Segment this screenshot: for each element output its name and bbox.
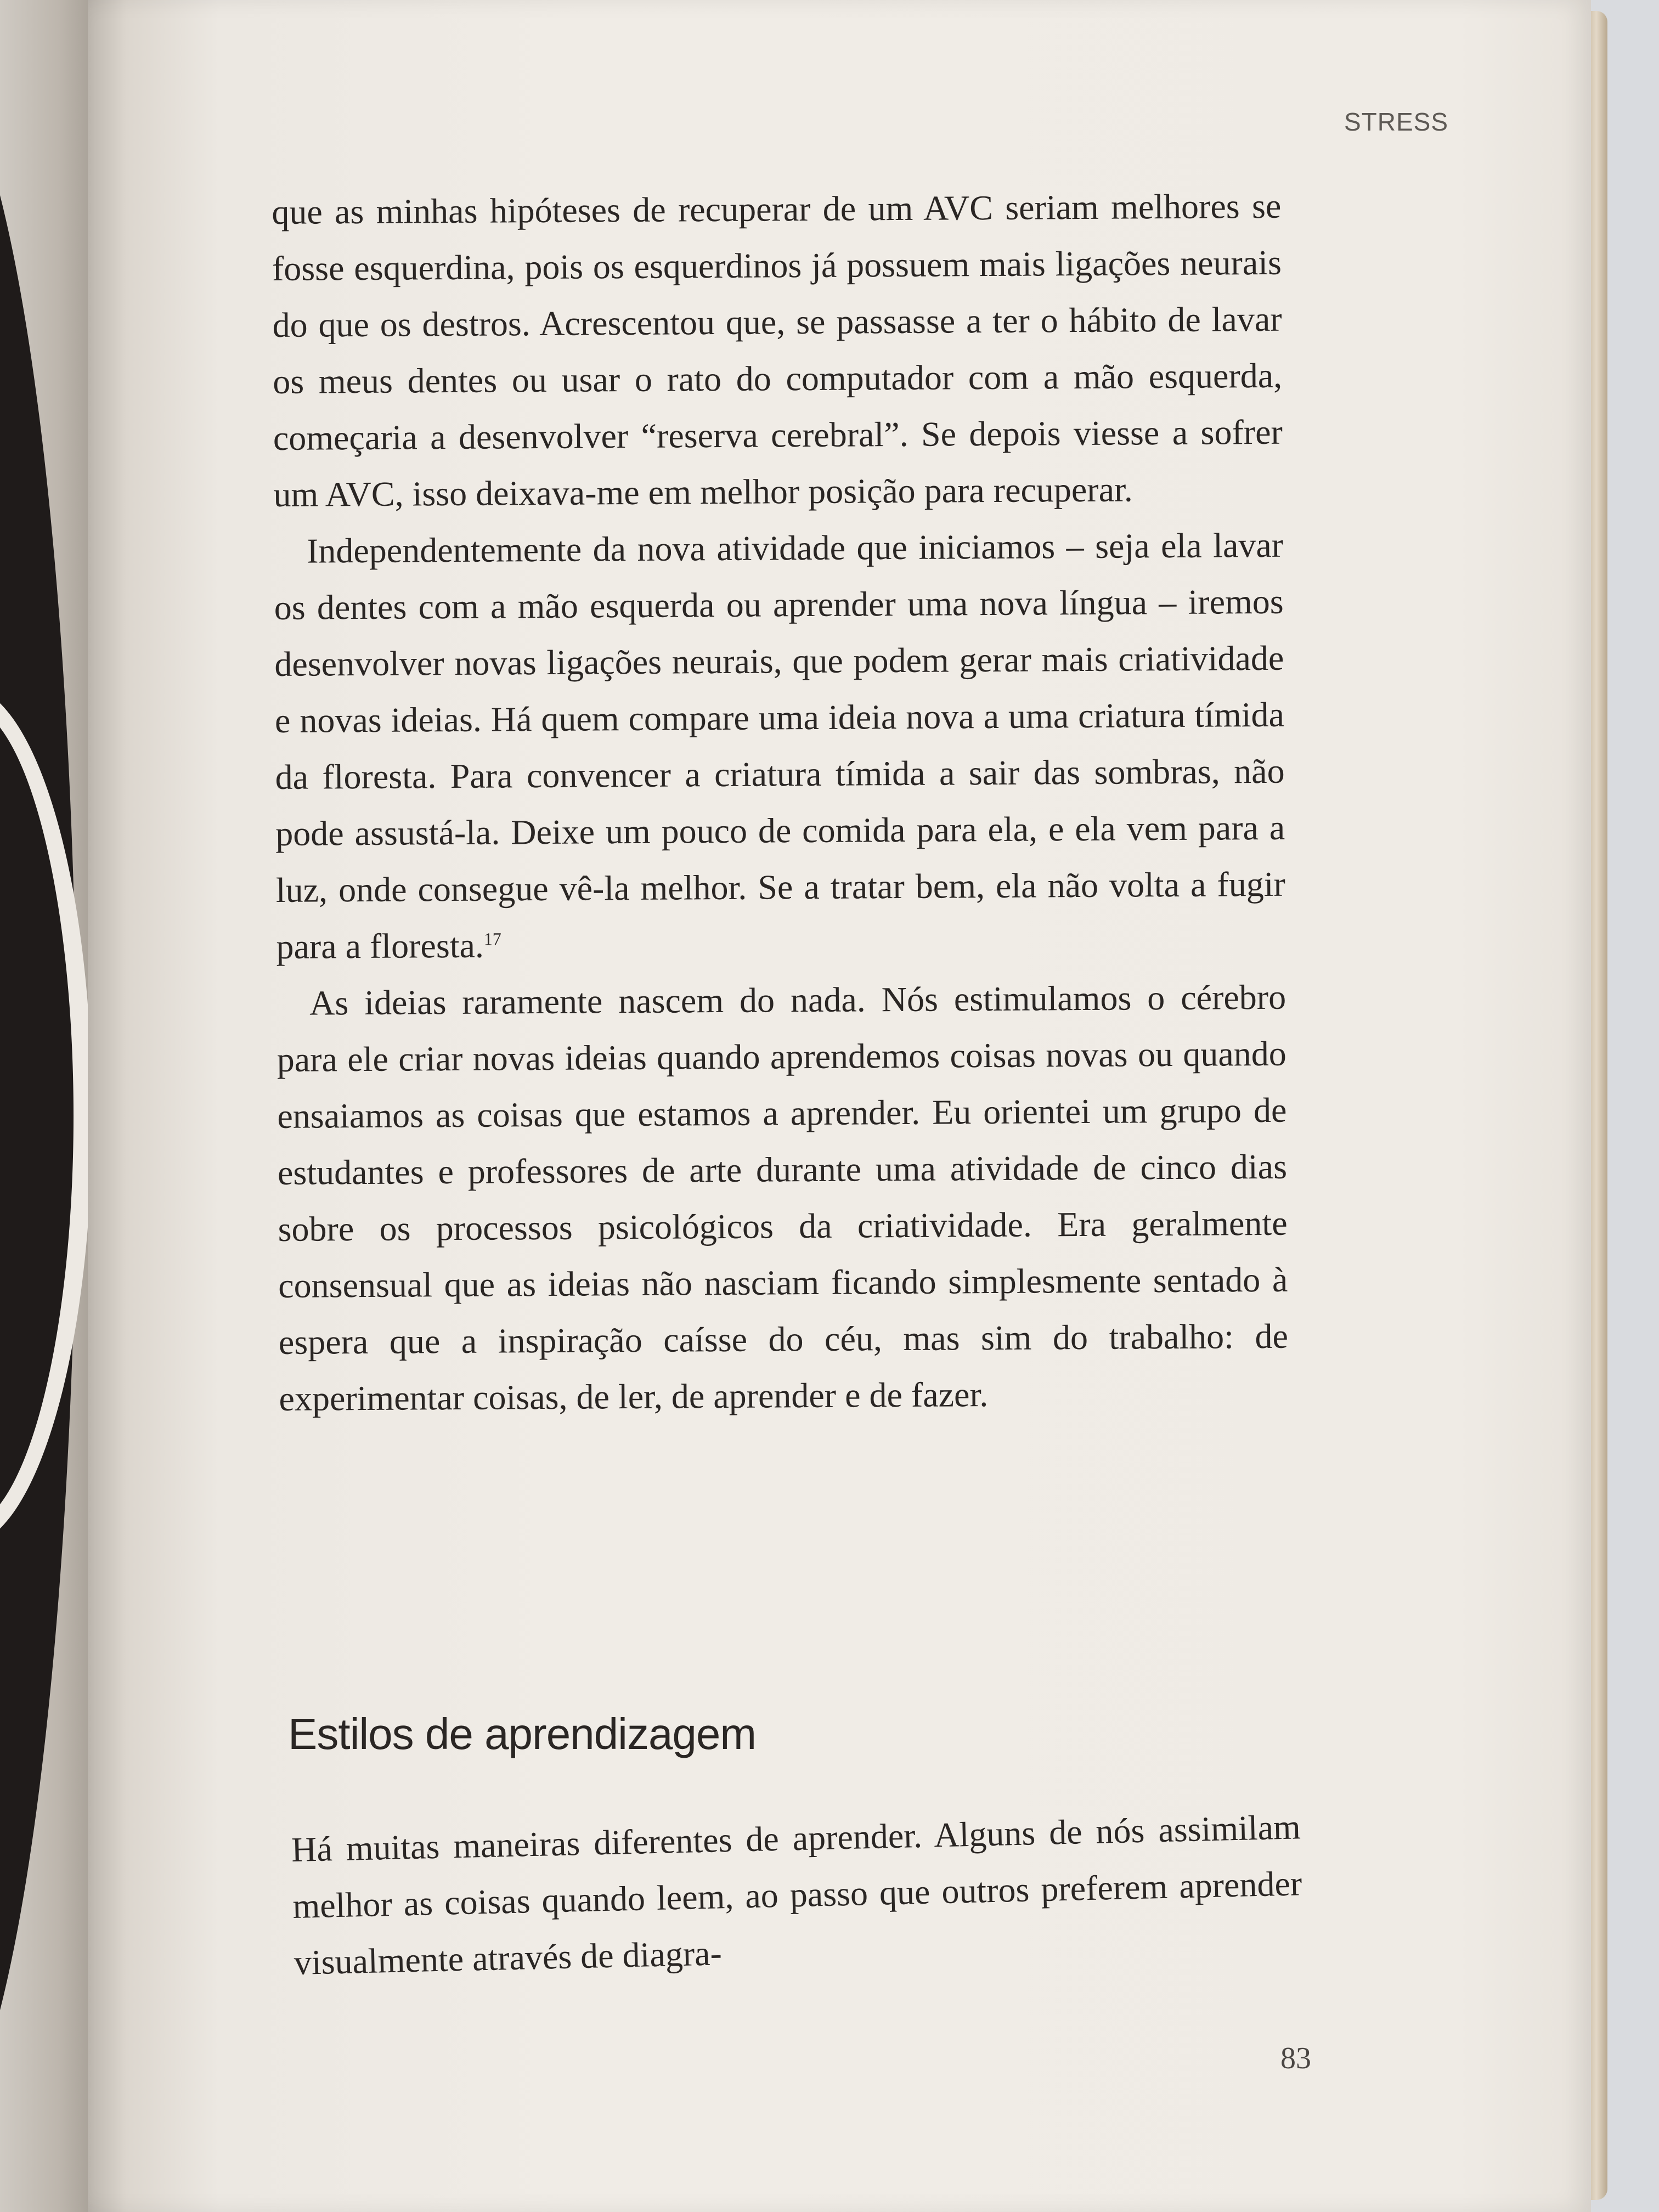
page-number: 83 <box>1280 2041 1311 2075</box>
footnote-reference: 17 <box>483 929 501 949</box>
body-text <box>272 178 1289 1427</box>
paragraph-2-text: Independentemente da nova atividade que iniciamos – seja ela lavar os dentes com a mão esquerda ou aprender uma nova língua – iremos desenvolver novas ligações neurais, que podem gerar mais criatividade e novas ideias. Há quem compare uma ideia nova a uma criatura tímida da floresta. Para convencer a criatura tímida a sair das sombras, não pode assustá-la. Deixe um pouco de comida para ela, e ela vem para a luz, onde consegue vê-la melhor. Se a tratar bem, ela não volta a fugir para a floresta. <box>274 525 1286 966</box>
section-heading: Estilos de aprendizagem <box>288 1709 757 1758</box>
facing-page-edge <box>0 0 99 2212</box>
running-head: STRESS <box>1344 108 1448 136</box>
paragraph-2 <box>274 517 1286 975</box>
facing-page-ring-graphic <box>0 686 92 1546</box>
section-body <box>291 1798 1304 1991</box>
paragraph-1: que as minhas hipóteses de recuperar de um AVC seriam melhores se fosse esquerdina, pois os esquerdinos já possuem mais ligações neurais do que os destros. Acrescentou que, se passasse a ter o hábito de lavar os meus dentes ou usar o rato do computador com a mão esquerda, começaria a desenvolver “reserva cerebral”. Se depois viesse a sofrer um AVC, isso deixava-me em melhor posição para recuperar. <box>272 186 1283 514</box>
paragraph-3: As ideias raramente nascem do nada. Nós estimulamos o cérebro para ele criar novas ideias quando aprendemos coisas novas ou quando ensaiamos as coisas que estamos a aprender. Eu orientei um grupo de estudantes e professores de arte durante uma atividade de cinco dias sobre os processos psicológicos da criatividade. Era geralmente consensual que as ideias não nasciam ficando simplesmente sentado à espera que a inspiração caísse do céu, mas sim do trabalho: de experimentar coisas, de ler, de aprender e de fazer. <box>276 977 1289 1418</box>
section-paragraph: Há muitas maneiras diferentes de aprender. Alguns de nós assimilam melhor as coisas quando leem, ao passo que outros preferem aprender visualmente através de diagra- <box>291 1807 1302 1982</box>
